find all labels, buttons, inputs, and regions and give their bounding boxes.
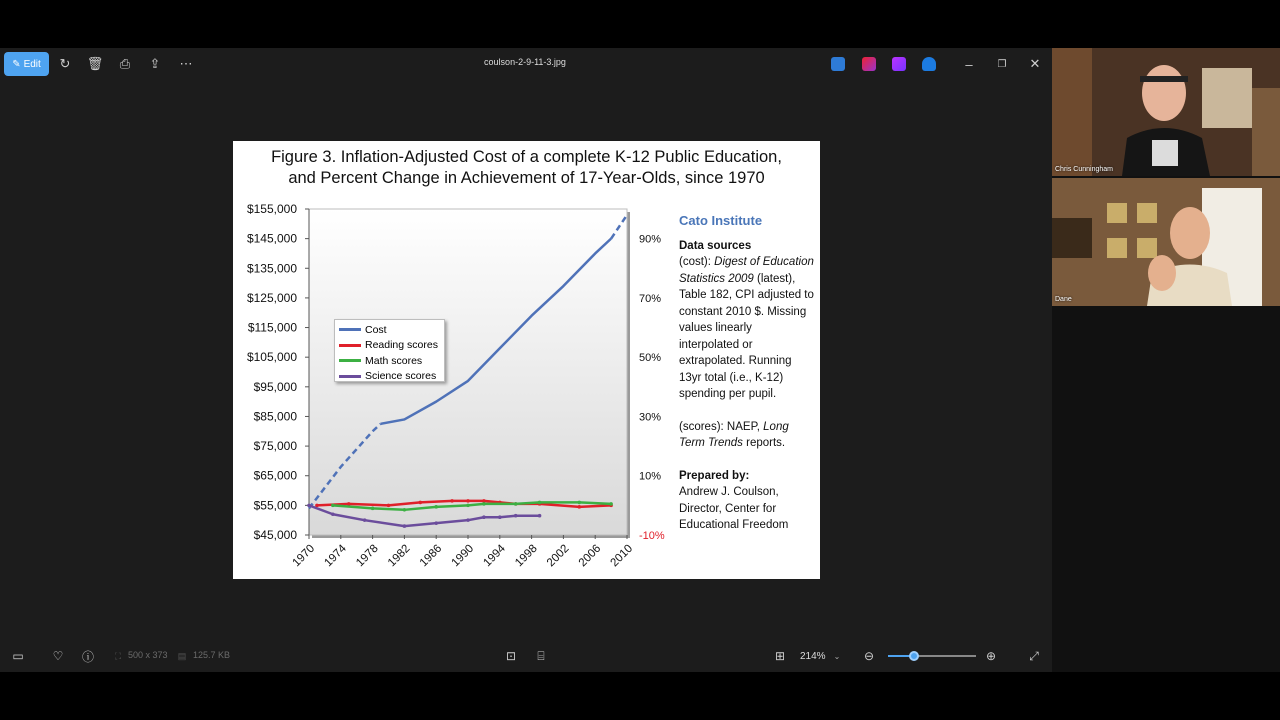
y-tick-label-left: $85,000 bbox=[253, 409, 297, 424]
y-tick-label-right: 50% bbox=[639, 352, 662, 365]
legend-swatch-science bbox=[339, 375, 361, 378]
y-tick-label-right: 90% bbox=[639, 233, 662, 246]
photo-editor-app-icon[interactable] bbox=[831, 57, 845, 71]
x-tick-label: 1998 bbox=[513, 542, 540, 570]
y-tick-label-left: $75,000 bbox=[253, 439, 297, 454]
participant-video bbox=[1052, 178, 1280, 306]
y-tick-label-left: $105,000 bbox=[246, 350, 297, 365]
bottom-toolbar bbox=[0, 640, 1052, 672]
cost-source-rest: (latest), Table 182, CPI adjusted to constant 2010 $. Missing values linearly interpolated or extrapolated. Running 13yr total (i.e., K-12) spending per pupil. bbox=[679, 272, 814, 400]
zoom-slider-thumb[interactable] bbox=[909, 651, 919, 661]
displayed-image bbox=[233, 141, 820, 579]
video-call-panel bbox=[1052, 48, 1280, 672]
edit-label: Edit bbox=[23, 58, 41, 70]
delete-icon[interactable]: 🗑 bbox=[86, 56, 104, 71]
math-scores-point bbox=[466, 504, 470, 508]
reading-scores-point bbox=[578, 505, 582, 509]
x-tick-label: 1990 bbox=[449, 542, 477, 570]
science-scores-point bbox=[403, 524, 407, 528]
y-tick-label-right: 10% bbox=[639, 470, 662, 483]
science-scores-point bbox=[434, 521, 438, 525]
x-tick-label: 1974 bbox=[322, 542, 349, 570]
dimensions-icon: ⛶ bbox=[114, 650, 122, 661]
cost-source bbox=[679, 254, 814, 403]
participant-tile[interactable] bbox=[1052, 178, 1280, 306]
y-tick-label-left: $45,000 bbox=[253, 528, 297, 542]
scores-source-title: Long Term Trends bbox=[679, 420, 789, 449]
file-name: coulson-2-9-11-3.jpg bbox=[484, 57, 566, 67]
x-tick-label: 1978 bbox=[354, 542, 381, 570]
y-tick-label-left: $135,000 bbox=[246, 261, 297, 276]
sources-heading: Data sources bbox=[679, 239, 752, 252]
file-size: 125.7 KB bbox=[193, 650, 231, 660]
legend-item-reading bbox=[339, 338, 440, 354]
filmstrip-icon[interactable]: ▭ bbox=[12, 649, 24, 663]
x-tick-label: 2010 bbox=[608, 542, 636, 570]
reading-scores-point bbox=[450, 499, 454, 503]
scores-source-rest: reports. bbox=[742, 437, 786, 449]
legend-label-science: Science scores bbox=[365, 370, 437, 383]
x-tick-label: 1970 bbox=[290, 542, 318, 570]
y-tick-label-left: $65,000 bbox=[253, 468, 297, 483]
science-scores-point bbox=[363, 518, 367, 522]
reading-scores-point bbox=[419, 501, 423, 505]
y-tick-label-left: $115,000 bbox=[247, 320, 297, 335]
close-icon[interactable]: ✕ bbox=[1029, 56, 1041, 71]
math-scores-point bbox=[331, 504, 335, 508]
math-scores-point bbox=[609, 502, 613, 506]
science-scores-point bbox=[331, 512, 335, 516]
math-scores-point bbox=[514, 502, 518, 506]
reading-scores-point bbox=[466, 499, 470, 503]
file-size-icon: ▤ bbox=[177, 650, 187, 661]
participant-tile[interactable] bbox=[1052, 48, 1280, 176]
zoom-out-icon[interactable]: ⊖ bbox=[863, 649, 875, 663]
prepared-name: Andrew J. Coulson, bbox=[679, 486, 779, 498]
legend-label-cost: Cost bbox=[365, 323, 387, 336]
math-scores-point bbox=[538, 501, 542, 505]
science-scores-point bbox=[538, 514, 542, 518]
fullscreen-icon[interactable]: ⤢ bbox=[1029, 648, 1039, 663]
chevron-down-icon: ⌄ bbox=[833, 651, 841, 661]
info-icon[interactable]: ⓘ bbox=[81, 649, 94, 664]
zoom-slider[interactable] bbox=[888, 655, 976, 657]
chart-title bbox=[233, 147, 820, 189]
legend-swatch-cost bbox=[339, 328, 361, 331]
participant-video bbox=[1052, 48, 1280, 176]
fit-to-window-icon[interactable]: ⊞ bbox=[774, 649, 786, 663]
paint-app-icon[interactable] bbox=[862, 57, 876, 71]
y-tick-label-left: $155,000 bbox=[246, 202, 297, 216]
x-tick-label: 1986 bbox=[417, 542, 445, 570]
y-tick-label-left: $145,000 bbox=[246, 231, 297, 246]
reading-scores-point bbox=[347, 502, 351, 506]
image-dimensions: 500 x 373 bbox=[128, 650, 168, 660]
cost-source-prefix: (cost): bbox=[679, 256, 715, 268]
rotate-icon[interactable]: ↻ bbox=[59, 56, 71, 71]
favorite-icon[interactable]: ♡ bbox=[52, 649, 64, 663]
legend-label-math: Math scores bbox=[365, 354, 423, 367]
math-scores-point bbox=[578, 501, 582, 505]
clipchamp-app-icon[interactable] bbox=[892, 57, 906, 71]
org-name: Cato Institute bbox=[679, 213, 763, 228]
print-icon[interactable]: ⎙ bbox=[119, 56, 131, 71]
photo-viewer bbox=[0, 48, 1052, 672]
zoom-level: 214% bbox=[800, 650, 826, 662]
science-scores-point bbox=[498, 515, 502, 519]
y-tick-label-right: 70% bbox=[639, 292, 662, 305]
scores-source-prefix: (scores): NAEP, bbox=[679, 420, 764, 433]
y-tick-label-left: $125,000 bbox=[246, 290, 297, 305]
x-tick-label: 2002 bbox=[544, 542, 572, 570]
x-tick-label: 1982 bbox=[385, 542, 413, 570]
y-tick-label-right: -10% bbox=[639, 530, 665, 542]
legend-item-science bbox=[339, 369, 440, 385]
science-scores-point bbox=[466, 518, 470, 522]
edit-icon: ✎ bbox=[12, 58, 21, 70]
participant-name: Dane bbox=[1055, 296, 1072, 303]
scores-source bbox=[679, 419, 814, 452]
zoom-in-icon[interactable]: ⊕ bbox=[985, 649, 997, 663]
visual-search-icon[interactable]: ⊡ bbox=[505, 649, 517, 663]
chart-title-line2: and Percent Change in Achievement of 17-Year-Olds, since 1970 bbox=[288, 169, 765, 187]
y-tick-label-left: $95,000 bbox=[253, 379, 297, 394]
math-scores-point bbox=[434, 505, 438, 509]
science-scores-point bbox=[307, 504, 311, 508]
legend-swatch-math bbox=[339, 359, 361, 362]
onedrive-icon[interactable] bbox=[922, 57, 936, 71]
chart-sidebar-notes bbox=[679, 213, 814, 534]
minimize-icon[interactable]: – bbox=[965, 56, 973, 72]
edit-button[interactable] bbox=[4, 52, 49, 76]
math-scores-point bbox=[482, 502, 486, 506]
legend-item-math bbox=[339, 353, 440, 369]
cost-source-title: Digest of Education Statistics 2009 bbox=[679, 256, 814, 285]
top-toolbar bbox=[0, 48, 1052, 80]
chart-legend bbox=[334, 319, 445, 382]
x-tick-label: 2006 bbox=[576, 542, 604, 570]
text-scan-icon[interactable]: ⌸ bbox=[537, 648, 545, 663]
y-tick-label-left: $55,000 bbox=[253, 498, 297, 513]
prepared-title: Director, Center for Educational Freedom bbox=[679, 502, 789, 531]
legend-label-reading: Reading scores bbox=[365, 339, 438, 352]
x-tick-label: 1994 bbox=[481, 542, 508, 570]
legend-swatch-reading bbox=[339, 344, 361, 347]
restore-icon[interactable]: ❐ bbox=[997, 58, 1007, 70]
science-scores-point bbox=[482, 515, 486, 519]
y-tick-label-right: 30% bbox=[639, 411, 662, 424]
more-icon[interactable]: ⋯ bbox=[179, 56, 193, 71]
science-scores-point bbox=[514, 514, 518, 518]
chart-title-line1: Figure 3. Inflation-Adjusted Cost of a complete K-12 Public Education, bbox=[271, 148, 782, 166]
reading-scores-point bbox=[387, 504, 391, 508]
math-scores-point bbox=[371, 507, 375, 511]
prepared-heading: Prepared by: bbox=[679, 469, 750, 482]
zoom-dropdown[interactable] bbox=[800, 648, 852, 664]
math-scores-point bbox=[403, 508, 407, 512]
legend-item-cost bbox=[339, 322, 440, 338]
share-icon[interactable]: ⇪ bbox=[149, 56, 161, 71]
participant-name: Chris Cunningham bbox=[1055, 166, 1113, 173]
